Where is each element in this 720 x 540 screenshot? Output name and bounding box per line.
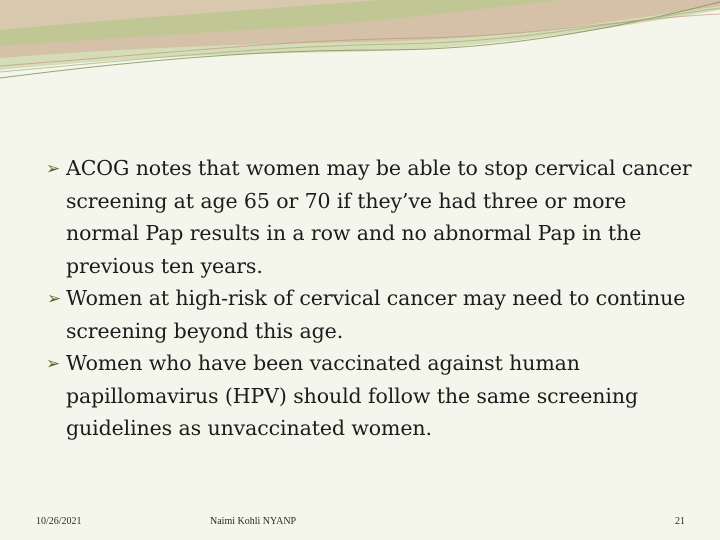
bullet-item-1: [46, 152, 696, 282]
arrow-head-right-icon: ➢: [47, 289, 62, 309]
bullet-text-2: Women at high-risk of cervical cancer may need to continue screening beyond this age.: [66, 286, 686, 343]
footer-date: 10/26/2021: [36, 516, 82, 527]
bullet-item-2: [46, 282, 696, 347]
footer-page-number: 21: [675, 516, 685, 527]
footer-author: Naimi Kohli NYANP: [210, 516, 297, 527]
bullet-text-1: ACOG notes that women may be able to stop cervical cancer screening at age 65 or 70 if they’ve had three or more normal Pap results in a row and no abnormal Pap in the previous ten years.: [66, 156, 692, 278]
decorative-header-wave: [0, 0, 720, 110]
bullet-text-3: Women who have been vaccinated against human papillomavirus (HPV) should follow the same screening guidelines as unvaccinated women.: [66, 351, 638, 440]
bullet-list: [46, 152, 696, 445]
arrow-head-right-icon: ➢: [46, 354, 61, 374]
bullet-item-3: [46, 347, 696, 445]
arrow-head-right-icon: ➢: [46, 159, 61, 179]
